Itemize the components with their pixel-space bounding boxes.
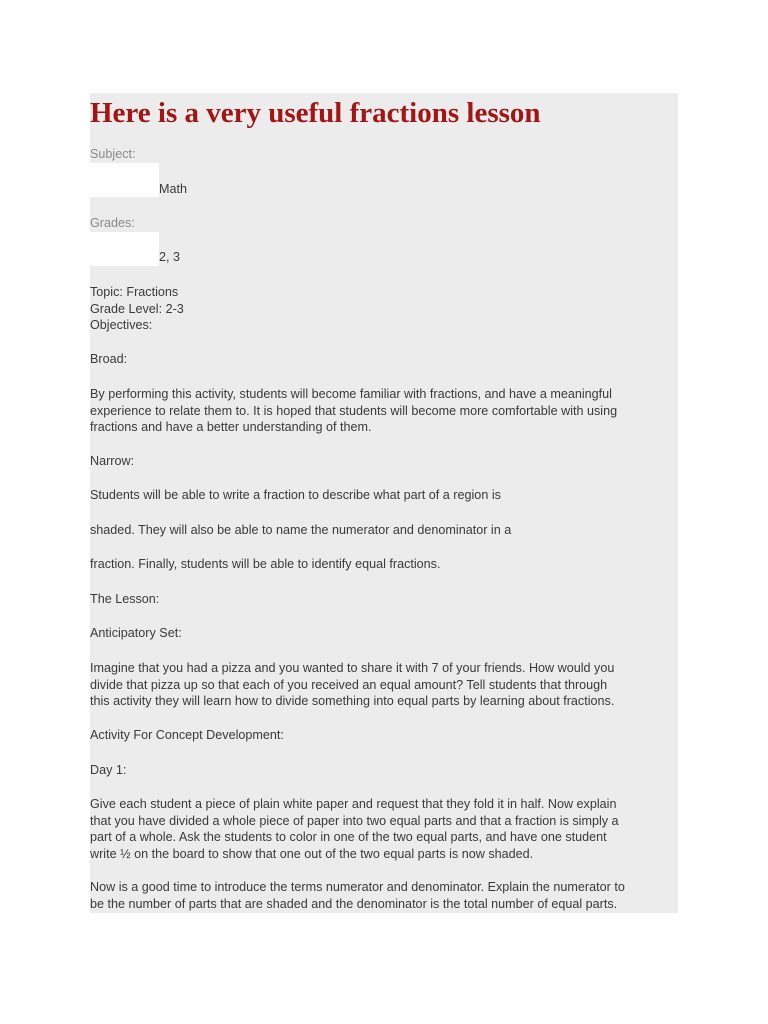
paragraph-line: write ½ on the board to show that one out of the two equal parts is now shaded. — [90, 846, 534, 861]
terms-paragraph — [90, 879, 682, 912]
anticipatory-paragraph — [90, 660, 682, 710]
paragraph-line: By performing this activity, students will become familiar with fractions, and have a meaningful — [90, 387, 612, 401]
broad-paragraph — [90, 386, 682, 436]
lesson-content-area — [90, 93, 678, 913]
paragraph-line: divide that pizza up so that each of you received an equal amount? Tell students that through — [90, 677, 608, 692]
lesson-heading: The Lesson: — [90, 592, 160, 606]
subject-label: Subject: — [90, 147, 136, 161]
day1-paragraph — [90, 796, 682, 862]
anticipatory-heading: Anticipatory Set: — [90, 626, 182, 640]
narrow-line-2: shaded. They will also be able to name the numerator and denominator in a — [90, 523, 512, 537]
paragraph-line: Give each student a piece of plain white paper and request that they fold it in half. Now explain — [90, 797, 617, 811]
subject-value: Math — [159, 182, 187, 196]
narrow-line-3: fraction. Finally, students will be able to identify equal fractions. — [90, 557, 441, 571]
paragraph-line: part of a whole. Ask the students to color in one of the two equal parts, and have one student — [90, 830, 607, 844]
grade-level-line: Grade Level: 2-3 — [90, 301, 184, 316]
activity-heading: Activity For Concept Development: — [90, 728, 284, 742]
subject-value-cell — [90, 163, 159, 197]
day1-heading: Day 1: — [90, 763, 127, 777]
grades-value-cell — [90, 232, 159, 266]
paragraph-line: experience to relate them to. It is hoped that students will become more comfortable with using — [90, 403, 618, 418]
topic-line: Topic: Fractions — [90, 285, 179, 299]
broad-heading: Broad: — [90, 352, 128, 366]
narrow-heading: Narrow: — [90, 454, 135, 468]
paragraph-line: be the number of parts that are shaded and the denominator is the total number of equal parts. — [90, 896, 618, 911]
paragraph-line: that you have divided a whole piece of paper into two equal parts and that a fraction is simply a — [90, 813, 619, 828]
grades-label: Grades: — [90, 216, 135, 230]
objectives-heading: Objectives: — [90, 318, 153, 332]
paragraph-line: Now is a good time to introduce the terms numerator and denominator. Explain the numerator to — [90, 880, 625, 894]
paragraph-line: fractions and have a better understanding of them. — [90, 420, 372, 434]
narrow-line-1: Students will be able to write a fraction to describe what part of a region is — [90, 488, 501, 502]
grades-value: 2, 3 — [159, 250, 181, 264]
paragraph-line: Imagine that you had a pizza and you wanted to share it with 7 of your friends. How would you — [90, 661, 615, 675]
paragraph-line: this activity they will learn how to divide something into equal parts by learning about fractions. — [90, 694, 615, 708]
page-title: Here is a very useful fractions lesson — [90, 97, 541, 129]
